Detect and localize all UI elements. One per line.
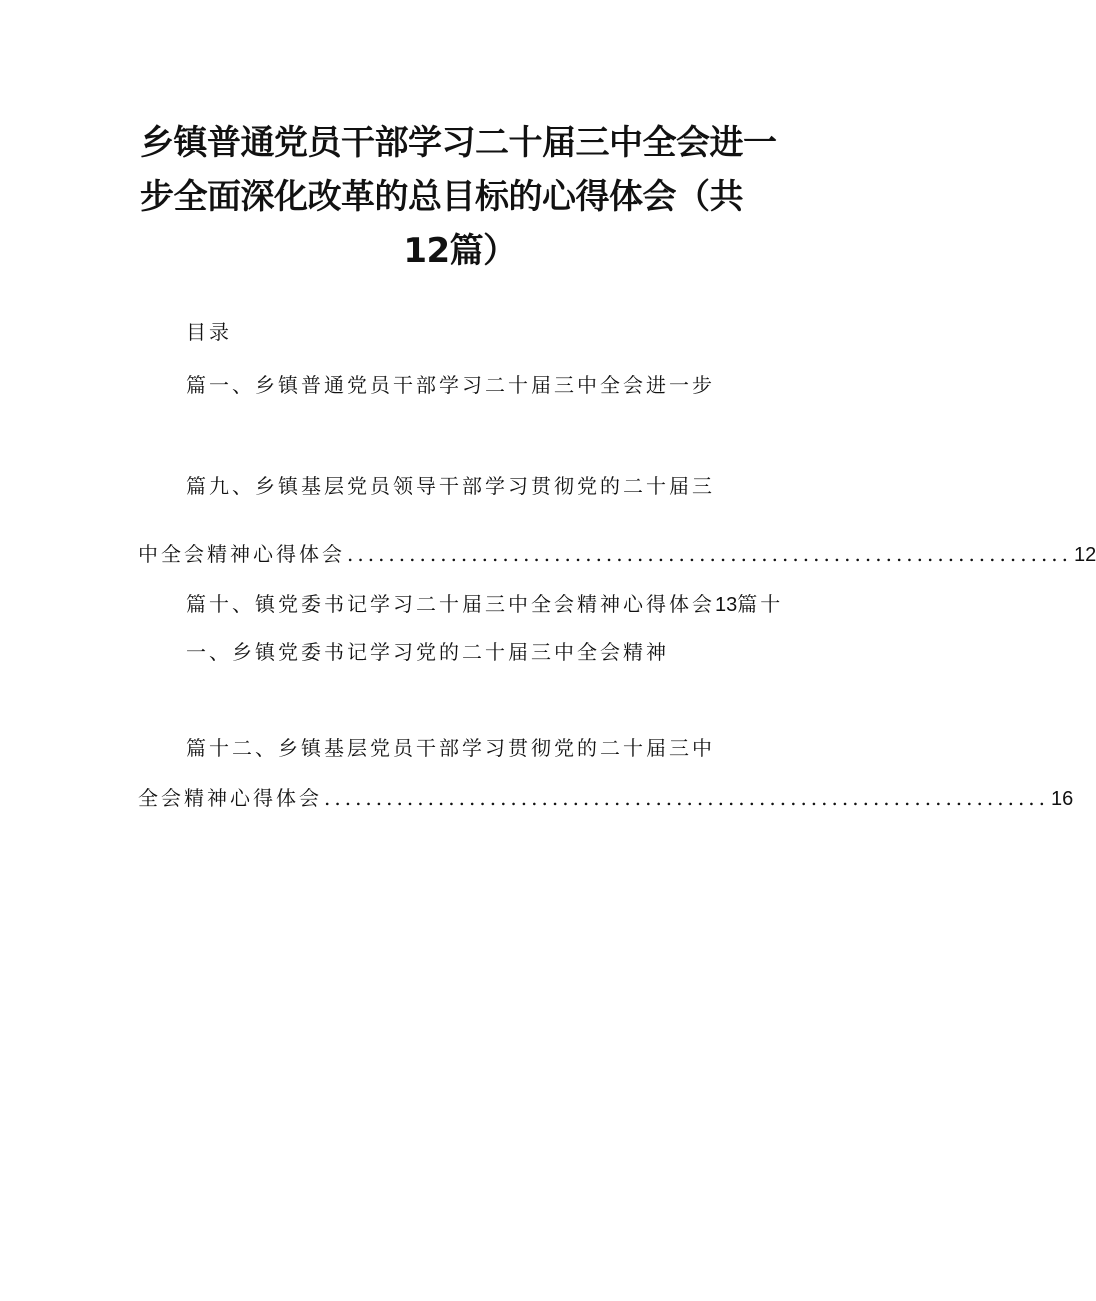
toc-entry-11-line-2[interactable]: 一、乡镇党委书记学习党的二十届三中全会精神 xyxy=(186,640,669,664)
toc-heading: 目录 xyxy=(186,320,232,344)
document-title xyxy=(140,116,780,278)
toc-entry-10[interactable] xyxy=(186,588,783,617)
toc-entry-9-line-2[interactable] xyxy=(138,538,1096,567)
toc-entry-12-line-1[interactable]: 篇十二、乡镇基层党员干部学习贯彻党的二十届三中 xyxy=(186,736,715,760)
toc-entry-11-start: 篇十 xyxy=(737,592,784,616)
toc-page-number: 12 xyxy=(1074,544,1096,566)
title-line-3: 12篇） xyxy=(403,231,517,271)
toc-leader-dots: ...................................................................... xyxy=(347,542,1073,566)
title-line-2: 步全面深化改革的总目标的心得体会（共 xyxy=(140,177,743,217)
toc-entry-12-text: 全会精神心得体会 xyxy=(138,786,322,810)
toc-entry-1[interactable]: 篇一、乡镇普通党员干部学习二十届三中全会进一步 xyxy=(186,373,715,397)
toc-leader-dots: ...................................................................... xyxy=(324,786,1050,810)
toc-page-number: 13 xyxy=(715,594,738,616)
toc-entry-12-line-2[interactable] xyxy=(138,782,1074,811)
title-line-1: 乡镇普通党员干部学习二十届三中全会进一 xyxy=(140,123,777,163)
toc-entry-10-text: 篇十、镇党委书记学习二十届三中全会精神心得体会 xyxy=(186,592,715,616)
toc-page-number: 16 xyxy=(1051,788,1074,810)
toc-entry-9-line-1[interactable]: 篇九、乡镇基层党员领导干部学习贯彻党的二十届三 xyxy=(186,474,715,498)
toc-entry-9-text: 中全会精神心得体会 xyxy=(138,542,345,566)
